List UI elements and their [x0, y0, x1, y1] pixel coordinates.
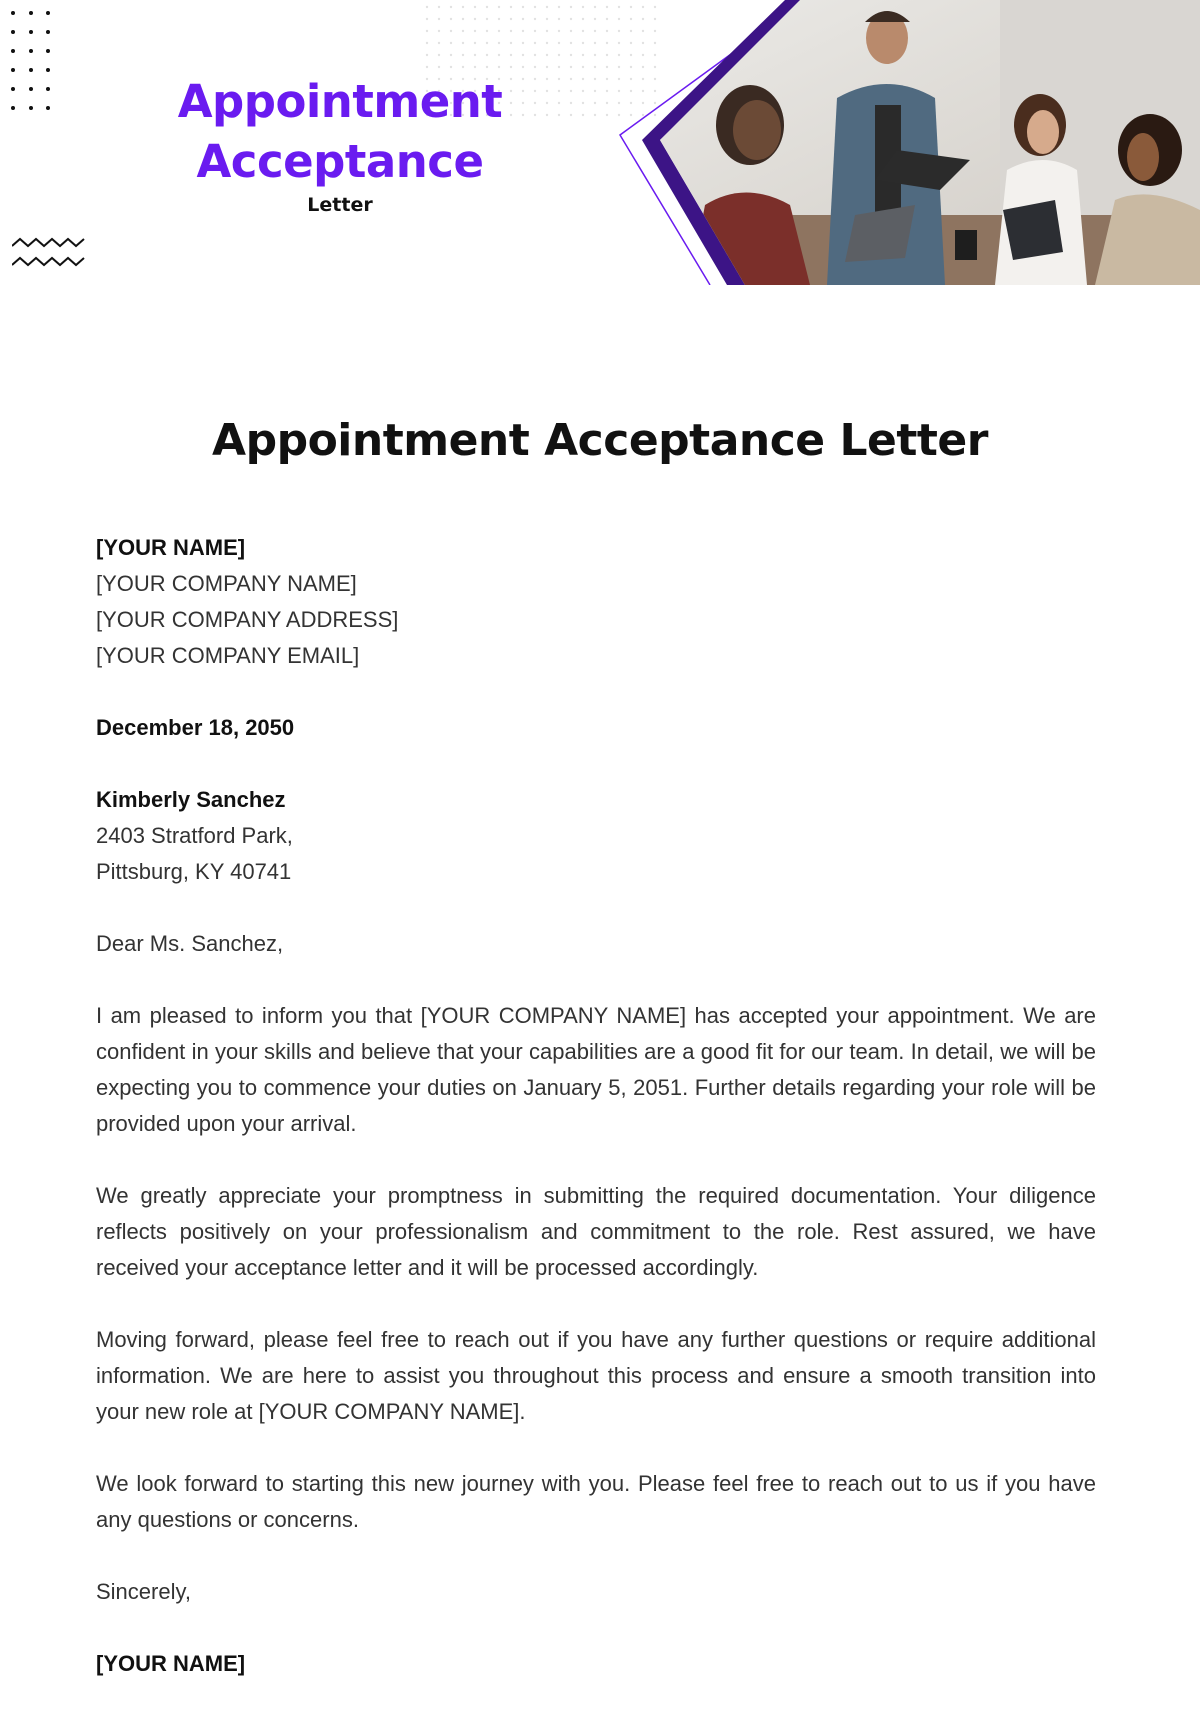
signature-name: [YOUR NAME] [96, 1651, 246, 1676]
header-banner [0, 0, 1200, 290]
letter-body [96, 530, 1096, 1718]
body-paragraph: We look forward to starting this new journey with you. Please feel free to reach out to us if you have any questions or concerns. [96, 1471, 1096, 1532]
recipient-block [96, 782, 1096, 890]
body-paragraph: We greatly appreciate your promptness in submitting the required documentation. Your diligence reflects positively on your professionalism and commitment to the role. Rest assured, we have received your acceptance letter and it will be processed accordingly. [96, 1183, 1096, 1280]
brand-subtitle: Letter [307, 194, 373, 216]
date-block [96, 710, 1096, 746]
brand-title-line-2: Acceptance [196, 135, 484, 188]
document-title: Appointment Acceptance Letter [212, 415, 988, 466]
sender-address: [YOUR COMPANY ADDRESS] [96, 607, 399, 632]
recipient-city: Pittsburg, KY 40741 [96, 859, 292, 884]
zigzag-decoration [12, 236, 88, 270]
sender-name: [YOUR NAME] [96, 535, 246, 560]
dot-grid-decoration [10, 10, 50, 120]
recipient-street: 2403 Stratford Park, [96, 823, 293, 848]
sender-company: [YOUR COMPANY NAME] [96, 571, 357, 596]
closing: Sincerely, [96, 1579, 191, 1604]
sender-email: [YOUR COMPANY EMAIL] [96, 643, 360, 668]
body-paragraph: Moving forward, please feel free to reach out if you have any further questions or require additional information. We are here to assist you throughout this process and ensure a smooth transition into your new role at [YOUR COMPANY NAME]. [96, 1327, 1096, 1424]
sender-block [96, 530, 1096, 674]
salutation: Dear Ms. Sanchez, [96, 931, 284, 956]
recipient-name: Kimberly Sanchez [96, 787, 286, 812]
letter-date: December 18, 2050 [96, 715, 295, 740]
brand-logo-text [140, 72, 540, 216]
body-paragraph: I am pleased to inform you that [YOUR COMPANY NAME] has accepted your appointment. We are confident in your skills and believe that your capabilities are a good fit for our team. In detail, we will be expecting you to commence your duties on January 5, 2051. Further details regarding your role will be provided upon your arrival. [96, 1003, 1096, 1136]
brand-title-line-1: Appointment [177, 75, 503, 128]
team-meeting-photo [615, 0, 1200, 285]
